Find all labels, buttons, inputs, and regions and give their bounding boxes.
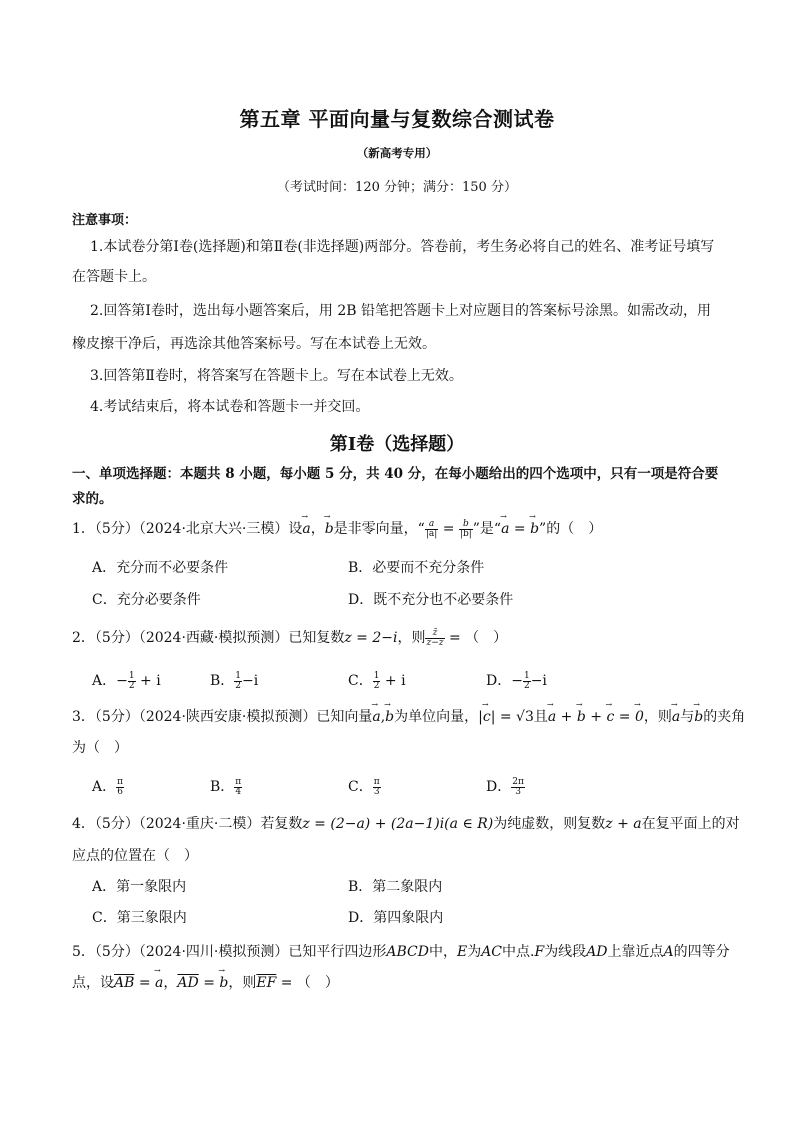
vec-b: → b	[325, 521, 334, 537]
q3-mid2: 且	[533, 709, 548, 725]
q2-option-a[interactable]: A．− $\frac{1}{2}$ + i	[92, 670, 161, 691]
q1-mid: 是非零向量，“	[333, 521, 425, 537]
question-3-stem: 3．（5分）（2024·陕西安康·模拟预测）已知向量→ a,→ b为单位向量，|→ c| = √3且→ a + → b + → c = → 0，则→ a与→ b的夹角	[72, 706, 745, 726]
q4-expr2: z + a	[605, 816, 642, 832]
q4-option-d[interactable]: D．第四象限内	[348, 910, 444, 926]
question-1-stem: 1．（5分）（2024·北京大兴·三模）设→ a，→ b是非零向量，“ $\frac{a}{|a|}$ = $\frac{b}{|b|}$ ”是“→ a = → b”的（ ）	[72, 518, 602, 539]
exam-info: （考试时间：120 分钟；满分：150 分）	[277, 180, 517, 195]
q3-prefix: 3．（5分）（2024·陕西安康·模拟预测）已知向量	[72, 709, 373, 725]
q2-mid: ，则	[397, 630, 426, 646]
q1-option-d[interactable]: D．既不充分也不必要条件	[348, 592, 514, 608]
q1-prefix: 1．（5分）（2024·北京大兴·三模）设	[72, 521, 303, 537]
frac-zbar-over-z-minus-zbar: $\frac{z̄}{z-z̄}$	[426, 627, 444, 648]
q3-mid3: ，则	[643, 709, 672, 725]
q1-option-b[interactable]: B．必要而不充分条件	[348, 560, 485, 576]
notice-item-3: 3.回答第Ⅱ卷时，将答案写在答题卡上。写在本试卷上无效。	[90, 368, 463, 384]
frac-b-over-norm-b: $\frac{b}{|b|}$	[459, 518, 472, 539]
q3-option-b[interactable]: B． $\frac{\pi}{4}$	[210, 776, 242, 797]
q4-option-a[interactable]: A．第一象限内	[92, 879, 187, 895]
q2-prefix: 2．（5分）（2024·西藏·模拟预测）已知复数	[72, 630, 345, 646]
q4-line1c: 在复平面上的对	[641, 816, 740, 832]
section-instruction-1: 一、单项选择题：本题共 8 小题，每小题 5 分，共 40 分，在每小题给出的四个选项中，只有一项是符合要	[72, 466, 719, 482]
notice-item-1-cont: 在答题卡上。	[72, 269, 156, 285]
q3-option-a[interactable]: A． $\frac{\pi}{6}$	[92, 776, 124, 797]
notice-item-2: 2.回答第Ⅰ卷时，选出每小题答案后，用 2B 铅笔把答题卡上对应题目的答案标号涂黑。如需改动，用	[90, 303, 711, 319]
vec-a-eq: → a	[501, 521, 509, 537]
page-title: 第五章 平面向量与复数综合测试卷	[239, 107, 555, 131]
vec-b-eq: → b	[530, 521, 539, 537]
notice-item-4: 4.考试结束后，将本试卷和答题卡一并交回。	[90, 399, 370, 415]
q2-option-c[interactable]: C． $\frac{1}{2}$ + i	[348, 670, 406, 691]
q3-option-d[interactable]: D． $\frac{2\pi}{3}$	[486, 776, 524, 797]
q1-option-c[interactable]: C．充分必要条件	[92, 592, 201, 608]
page-subtitle: （新高考专用）	[356, 146, 438, 160]
q1-mid2: ”是“	[472, 521, 502, 537]
notice-heading: 注意事项：	[72, 213, 138, 228]
notice-item-1: 1.本试卷分第Ⅰ卷(选择题)和第Ⅱ卷(非选择题)两部分。答卷前，考生务必将自己的姓名、准考证号填写	[90, 239, 715, 255]
q4-line1a: 4．（5分）（2024·重庆·二模）若复数	[72, 816, 303, 832]
notice-item-2-cont: 橡皮擦干净后，再选涂其他答案标号。写在本试卷上无效。	[72, 336, 436, 352]
q4-option-b[interactable]: B．第二象限内	[348, 879, 443, 895]
q3-option-c[interactable]: C． $\frac{\pi}{3}$	[348, 776, 380, 797]
question-4-line2: 应点的位置在（ ）	[72, 848, 198, 864]
question-2-stem	[72, 627, 507, 648]
q3-end: 的夹角	[703, 709, 746, 725]
section-instruction-2: 求的。	[72, 491, 113, 507]
q4-expr: z = (2−a) + (2a−1)i(a ∈ R)	[302, 816, 494, 832]
section-title: 第Ⅰ卷（选择题）	[329, 434, 465, 455]
q2-end: = （ ）	[444, 630, 508, 646]
q2-expr: z = 2−i	[344, 630, 398, 646]
q1-option-a[interactable]: A．充分而不必要条件	[92, 560, 229, 576]
question-3-line2: 为（ ）	[72, 740, 128, 756]
q1-end: ”的（ ）	[539, 521, 603, 537]
frac-a-over-norm-a: $\frac{a}{|a|}$	[425, 518, 438, 539]
question-5-line2: 点，设$\overline{AB}$ = → a，$\overline{AD}$ = → b，则$\overline{EF}$ = （ ）	[72, 972, 339, 992]
q2-option-b[interactable]: B． $\frac{1}{2}$ −i	[210, 670, 259, 691]
question-5-stem: 5．（5分）（2024·四川·模拟预测）已知平行四边形ABCD中，E为AC中点.F为线段AD上靠近点A的四等分	[72, 944, 730, 960]
q2-option-d[interactable]: D．− $\frac{1}{2}$ −i	[486, 670, 547, 691]
q4-line1b: 为纯虚数，则复数	[493, 816, 606, 832]
q3-mid: 为单位向量，	[394, 709, 479, 725]
vec-a: → a	[302, 521, 310, 537]
q4-option-c[interactable]: C．第三象限内	[92, 910, 187, 926]
question-4-stem	[72, 813, 740, 833]
